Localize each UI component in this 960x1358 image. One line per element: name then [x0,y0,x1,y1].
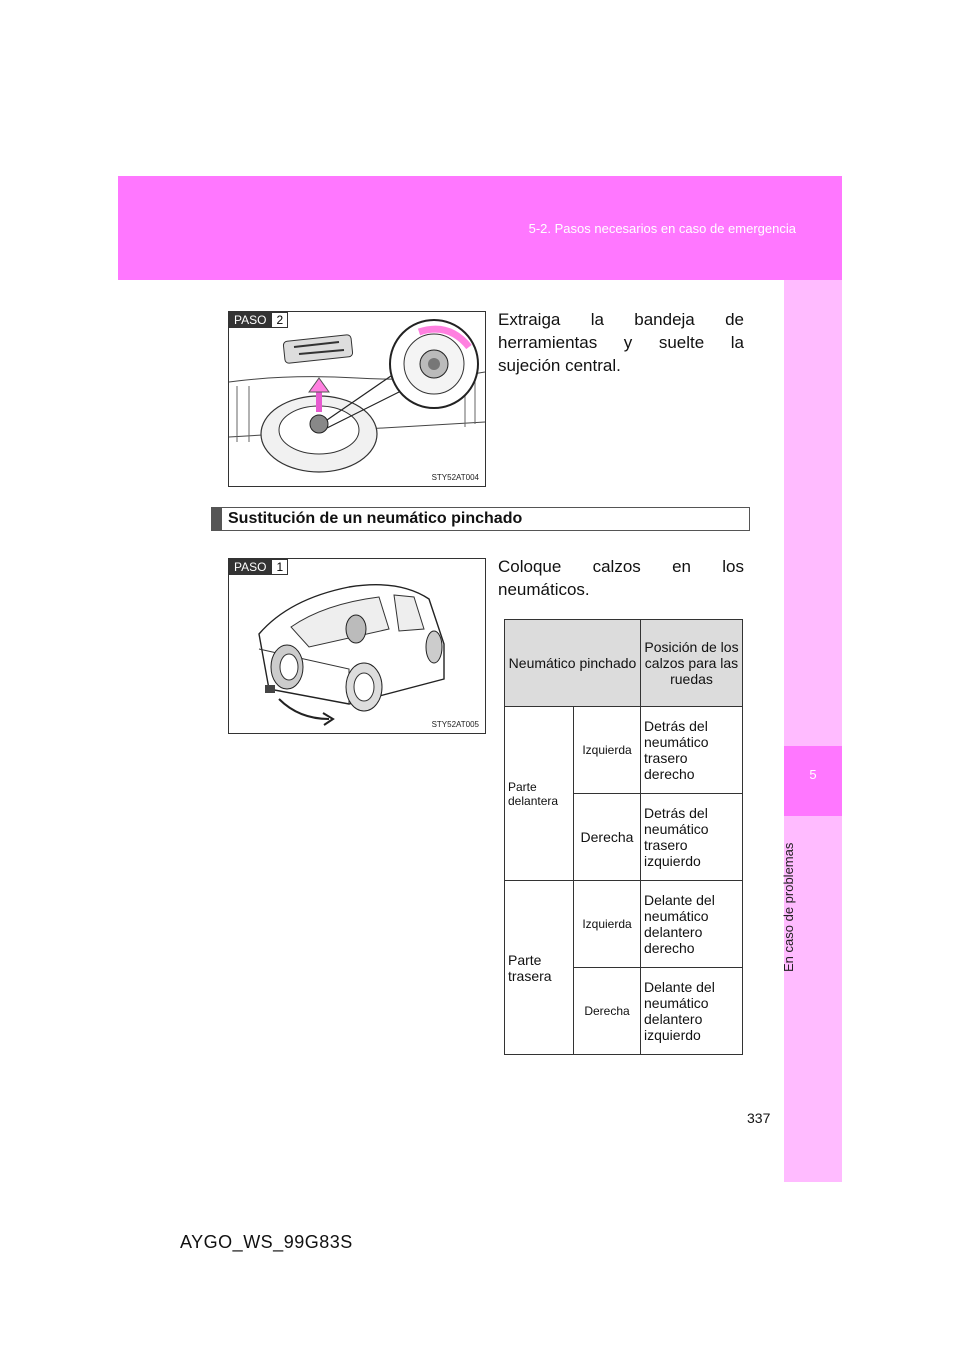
figure-code: STY52AT004 [431,473,479,482]
footer-code: AYGO_WS_99G83S [180,1232,353,1252]
chapter-label: En caso de problemas [781,842,796,972]
section-heading-bar [212,508,222,530]
car-illustration [229,559,485,733]
spare-tire-illustration [229,312,485,486]
step-word: PASO [229,312,271,328]
chapter-number: 5 [809,767,817,782]
table-cell-chock: Detrás del neumático trasero izquierdo [641,794,743,881]
table-cell-position: Parte trasera [505,881,574,1055]
section-title-header: 5-2. Pasos necesarios en caso de emergencia [528,221,796,236]
step-badge [229,559,288,575]
step2-instruction: Extraiga la bandeja de herramientas y suelte la sujeción central. [498,310,744,375]
page-header [118,176,842,280]
table-cell-side: Izquierda [574,881,641,968]
table-header-row [505,620,743,707]
figure-spare-tire [228,311,486,487]
table-cell-position: Parte delantera [505,707,574,881]
figure-code: STY52AT005 [431,720,479,729]
step1-instruction: Coloque calzos en los neumáticos. [498,557,744,599]
page-number: 337 [747,1110,771,1126]
step-badge [229,312,288,328]
table-cell-chock: Detrás del neumático trasero derecho [641,707,743,794]
step-word: PASO [229,559,271,575]
table-cell-side: Izquierda [574,707,641,794]
chock-position-table [504,619,743,1055]
table-header: Neumático pinchado [505,620,641,707]
section-heading-title: Sustitución de un neumático pinchado [228,510,523,527]
table-cell-side: Derecha [574,794,641,881]
table-row [505,707,743,794]
table-header: Posición de los calzos para las ruedas [641,620,743,707]
table-cell-side: Derecha [574,968,641,1055]
step-number: 1 [271,559,288,575]
figure-car-chocks [228,558,486,734]
section-heading [211,507,750,531]
table-cell-chock: Delante del neumático delantero izquierdo [641,968,743,1055]
table-cell-chock: Delante del neumático delantero derecho [641,881,743,968]
step-number: 2 [271,312,288,328]
side-tab-column [784,280,842,1182]
table-row [505,881,743,968]
